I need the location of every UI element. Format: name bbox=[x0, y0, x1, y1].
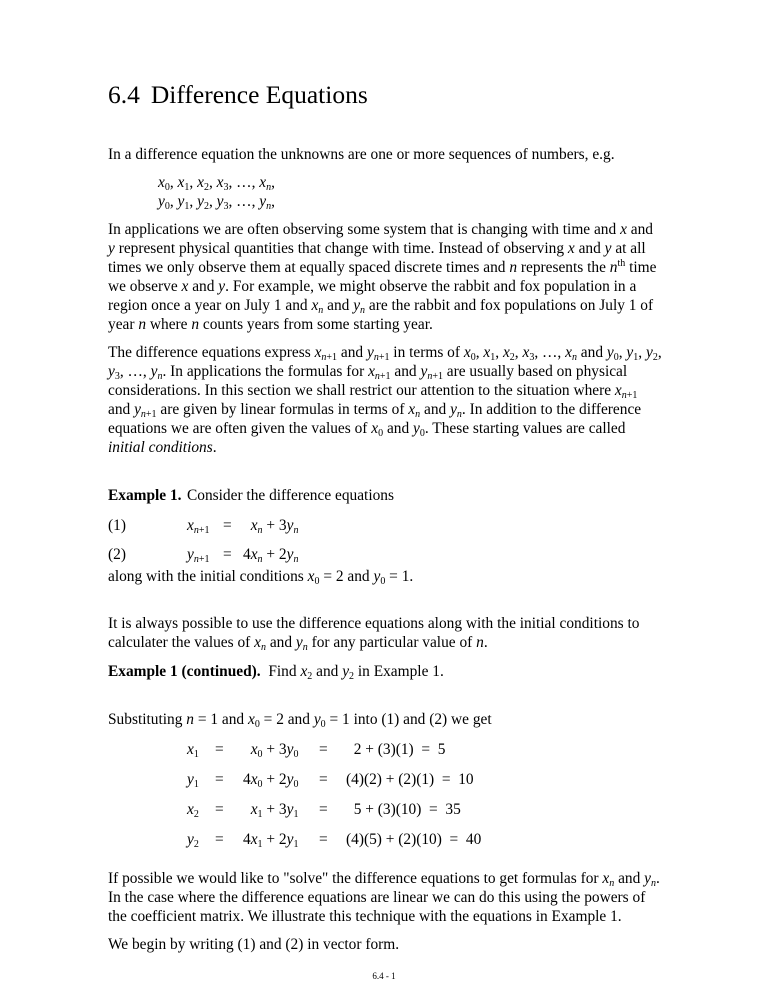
calc-x2: $x_2 = x_1 + 3y_1 = 5 + (3)(10) = 35$ bbox=[187, 801, 461, 820]
example-1-label: Example 1. bbox=[108, 487, 182, 504]
calc-y2: $y_2 = 4x_1 + 2y_1 = (4)(5) + (2)(10) = 40$ bbox=[187, 831, 482, 850]
example-1-continued: Example 1 (continued). Find $x_2$ and $y_2$ in Example 1. bbox=[108, 663, 444, 682]
applications-paragraph: In applications we are often observing some system that is changing with time and x and y represent physical quantities that change with time. Instead of observing x and y at all times we only observe them at equally spaced discrete times and n represents the $n^{th}$ time we observe x and y. For example, we might observe the rabbit and fox population in a region once a year on July 1 and $x_n$ and $y_n$ are the rabbit and fox populations on July 1 of year n where n counts years from some starting year. bbox=[108, 221, 657, 333]
equation-1-label: (1) bbox=[108, 517, 126, 534]
equation-1: $x_{n+1} = x_n + 3y_n$ bbox=[187, 517, 299, 536]
equation-2-label: (2) bbox=[108, 546, 126, 563]
x-sequence: $x_0$, $x_1$, $x_2$, $x_3$, …, $x_n$, bbox=[158, 174, 275, 193]
section-title: Difference Equations bbox=[150, 80, 368, 109]
y-sequence: $y_0$, $y_1$, $y_2$, $y_3$, …, $y_n$, bbox=[158, 193, 275, 212]
page-number: 6.4 - 1 bbox=[372, 971, 396, 981]
calc-x1: $x_1 = x_0 + 3y_0 = 2 + (3)(1) = 5$ bbox=[187, 741, 446, 760]
section-heading bbox=[108, 80, 368, 110]
closing-paragraph: We begin by writing (1) and (2) in vector form. bbox=[108, 936, 400, 953]
definitions-paragraph: The difference equations express $x_{n+1}$ and $y_{n+1}$ in terms of $x_0$, $x_1$, $x_2$, $x_3$, …, $x_n$ and $y_0$, $y_1$, $y_2$, $y_3$, …, $y_n$. In applications the formulas for $x_{n+1}$ and $y_{n+1}$ are usually based on physical considerations. In this section we shall restrict our attention to the situation where $x_{n+1}$ and $y_{n+1}$ are given by linear formulas in terms of $x_n$ and $y_n$. In addition to the difference equations we are often given the values of $x_0$ and $y_0$. These starting values are called initial conditions. bbox=[108, 344, 662, 456]
solve-paragraph: If possible we would like to "solve" the difference equations to get formulas for $x_n$ and $y_n$. In the case where the difference equations are linear we can do this using the powers of the coefficient matrix. We illustrate this technique with the equations in Example 1. bbox=[108, 870, 660, 925]
calc-y1: $y_1 = 4x_0 + 2y_0 = (4)(2) + (2)(1) = 10$ bbox=[187, 771, 474, 790]
after-example-paragraph: It is always possible to use the difference equations along with the initial conditions to calculater the values of $x_n$ and $y_n$ for any particular value of n. bbox=[108, 615, 640, 653]
intro-paragraph: In a difference equation the unknowns are one or more sequences of numbers, e.g. bbox=[108, 146, 615, 163]
substitution-line: Substituting n = 1 and $x_0 = 2$ and $y_0 = 1$ into (1) and (2) we get bbox=[108, 711, 492, 730]
equation-2: $y_{n+1} = 4x_n + 2y_n$ bbox=[187, 546, 299, 565]
initial-conditions-line: along with the initial conditions $x_0 = 2$ and $y_0 = 1$. bbox=[108, 568, 414, 587]
example-1-text: Consider the difference equations bbox=[187, 487, 394, 504]
section-number: 6.4 bbox=[108, 80, 140, 109]
